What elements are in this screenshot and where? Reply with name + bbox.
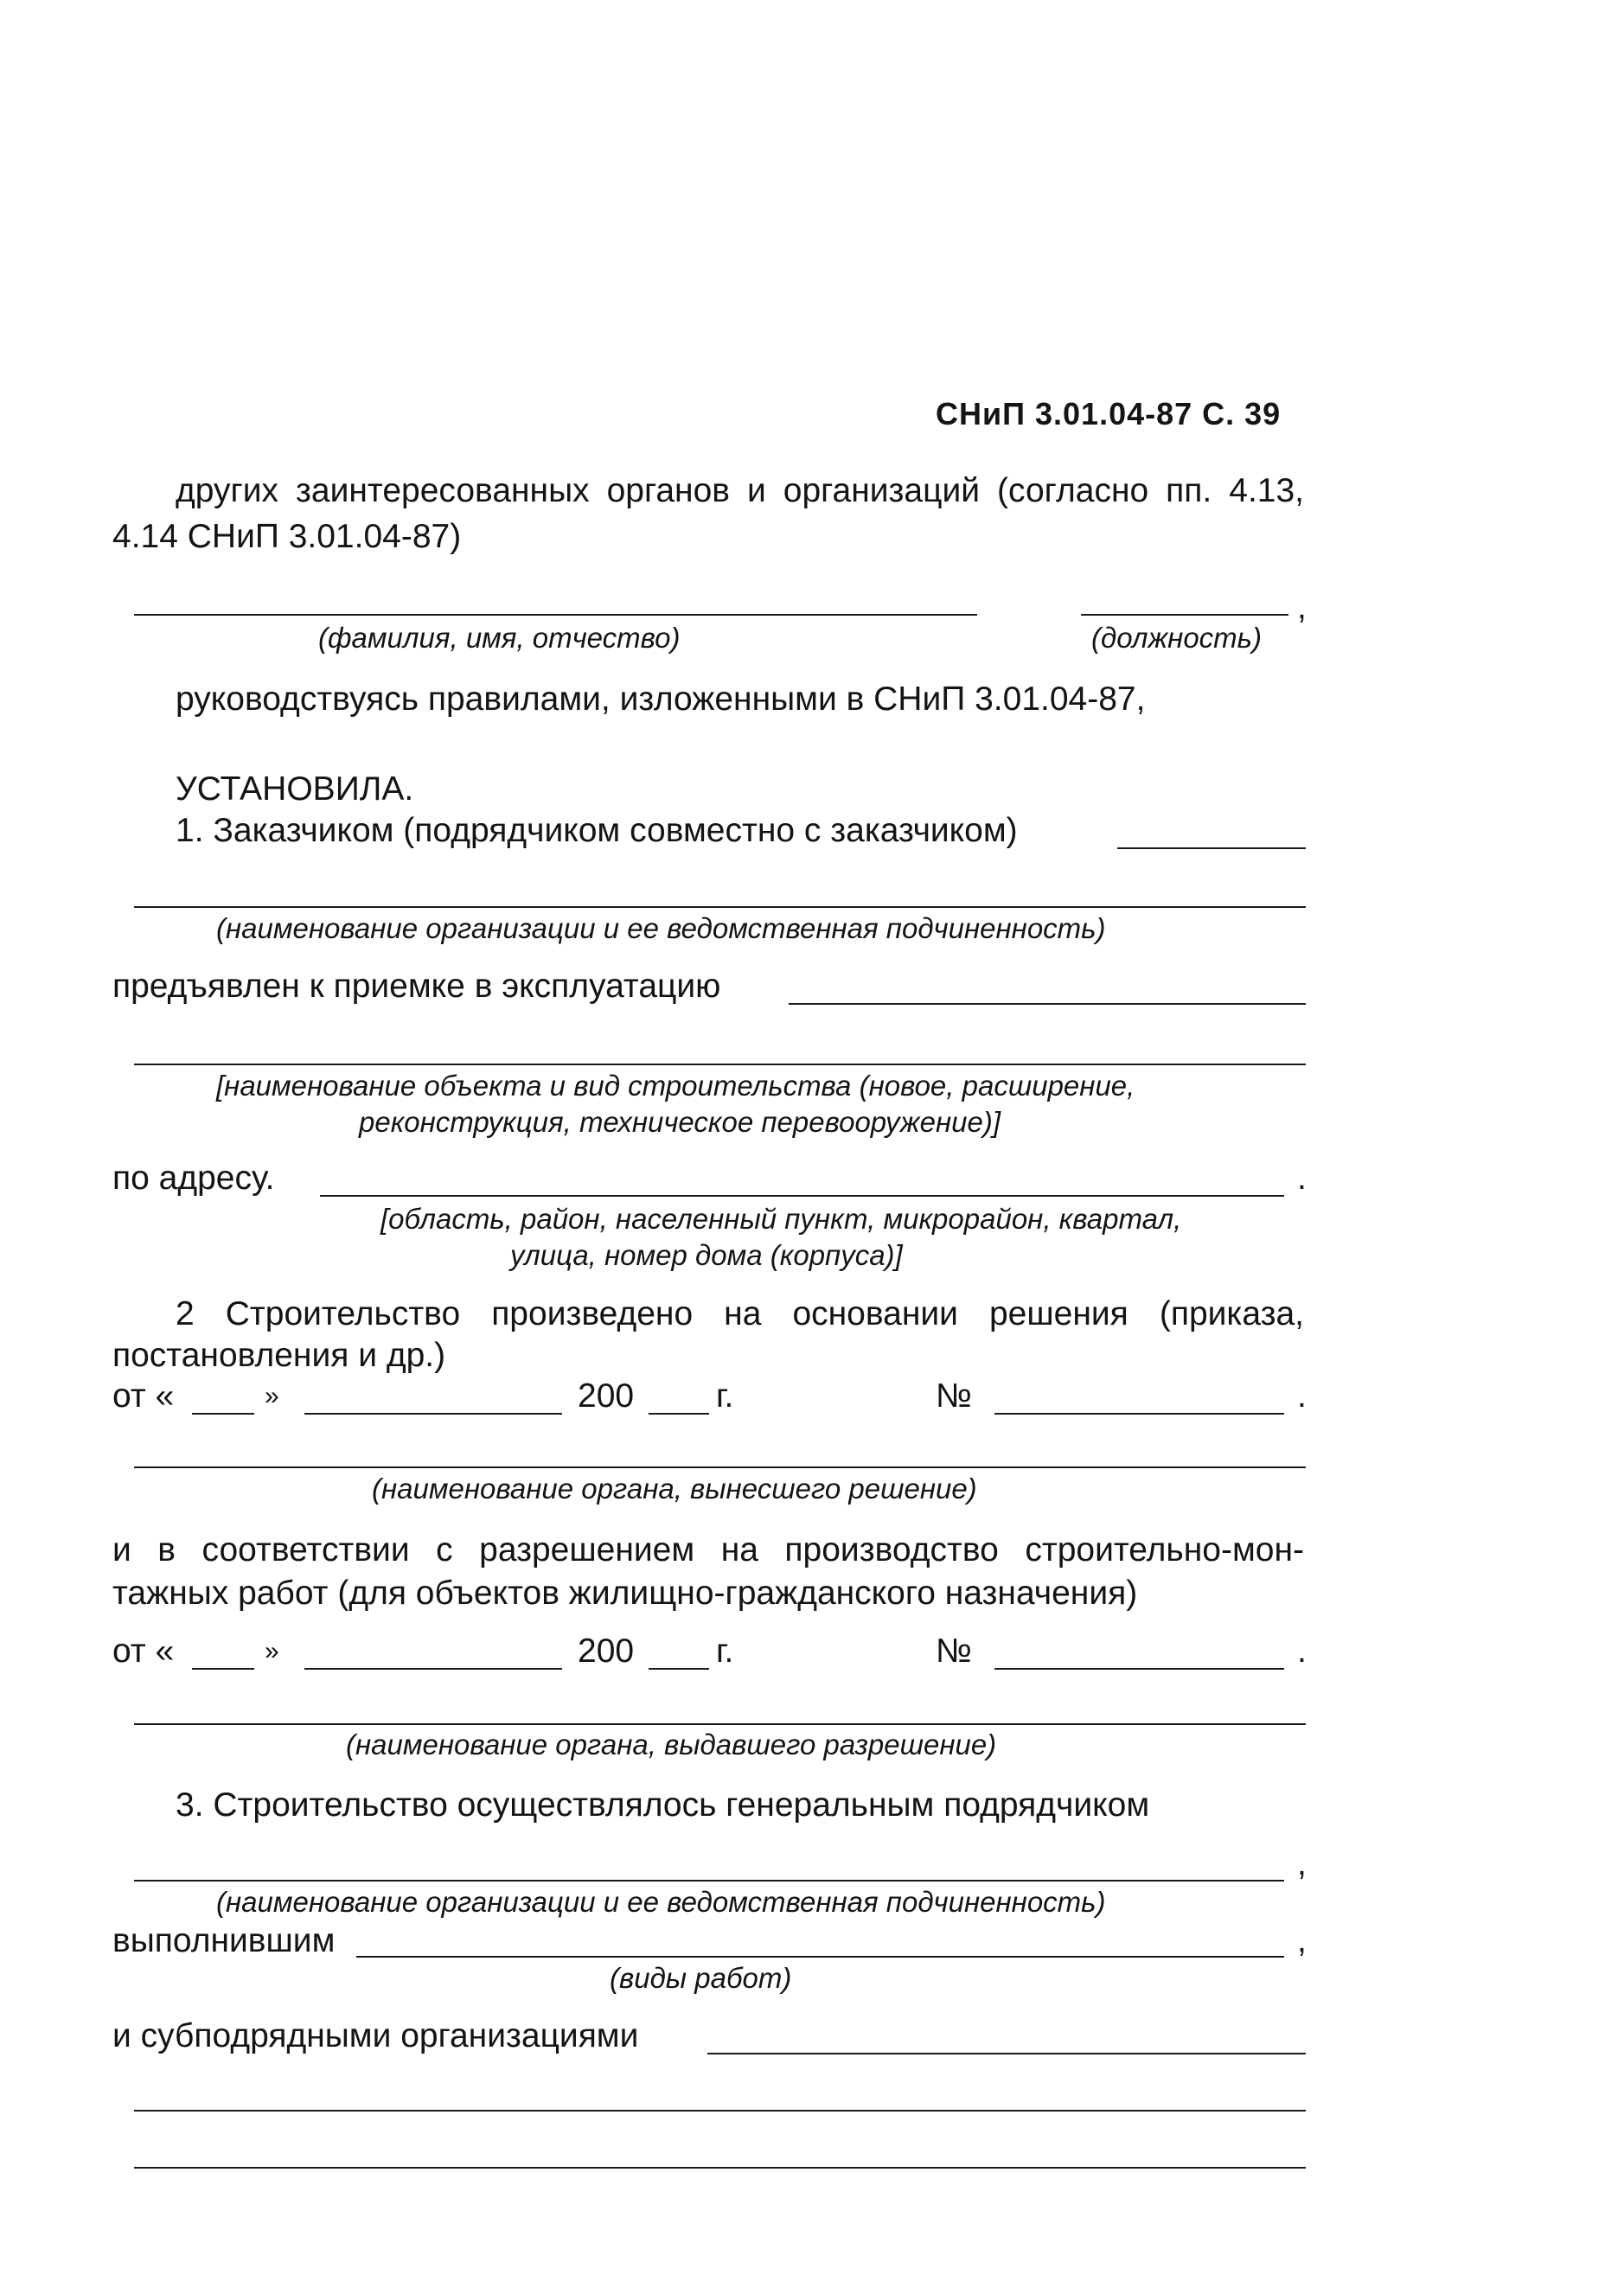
performed-label: выполнившим	[112, 1922, 336, 1959]
works-comma: ,	[1297, 1922, 1307, 1959]
date1-quote-close: »	[265, 1382, 279, 1410]
page-header: СНиП 3.01.04-87 С. 39	[936, 396, 1282, 431]
subcontract-label: и субподрядными организациями	[112, 2017, 639, 2054]
date1-end: .	[1297, 1377, 1307, 1415]
established-label: УСТАНОВИЛА.	[176, 770, 414, 808]
name-caption: (фамилия, имя, отчество)	[318, 622, 681, 654]
position-caption: (должность)	[1091, 622, 1263, 654]
name-blank	[134, 614, 977, 616]
position-comma: ,	[1297, 589, 1307, 626]
date2-number-sign: №	[936, 1632, 972, 1670]
date1-day-blank	[192, 1413, 254, 1415]
date2-quote-close: »	[265, 1637, 279, 1665]
date1-year-suffix: г.	[716, 1377, 734, 1415]
permit-blank	[134, 1723, 1306, 1725]
guided-line: руководствуясь правилами, изложенными в СНиП 3.01.04-87,	[176, 680, 1146, 718]
item1-blank-end	[1117, 847, 1306, 849]
date2-end: .	[1297, 1632, 1307, 1670]
date1-year-blank	[649, 1413, 709, 1415]
item3-text: 3. Строительство осуществлялось генеральным подрядчиком	[176, 1786, 1150, 1824]
date1-from: от «	[112, 1377, 175, 1415]
date2-from: от «	[112, 1632, 175, 1670]
item2-line-2: постановления и др.)	[112, 1337, 446, 1374]
contractor-comma: ,	[1297, 1845, 1307, 1882]
address-blank	[320, 1195, 1284, 1197]
date2-year-suffix: г.	[716, 1632, 734, 1670]
object-caption-1: [наименование объекта и вид строительства (новое, расширение,	[216, 1070, 1135, 1102]
date2-year-blank	[649, 1668, 709, 1670]
object-blank-full	[134, 1064, 1306, 1065]
contractor-blank	[134, 1880, 1284, 1882]
item1-blank-full	[134, 906, 1306, 908]
date2-year: 200	[578, 1632, 635, 1670]
object-caption-2: реконструкция, техническое перевооружение)]	[359, 1106, 1001, 1138]
item1-text: 1. Заказчиком (подрядчиком совместно с заказчиком)	[176, 812, 1018, 849]
address-caption-1: [область, район, населенный пункт, микрорайон, квартал,	[380, 1203, 1182, 1235]
item1-caption: (наименование организации и ее ведомственная подчиненность)	[216, 912, 1106, 944]
permit-line-1: и в соответствии с разрешением на производство строительно-мон-	[112, 1531, 1304, 1569]
date1-year: 200	[578, 1377, 635, 1415]
permit-caption: (наименование органа, выдавшего разрешение)	[346, 1728, 997, 1760]
position-blank	[1081, 614, 1288, 616]
contractor-caption: (наименование организации и ее ведомственная подчиненность)	[216, 1886, 1106, 1918]
permit-line-2: тажных работ (для объектов жилищно-гражданского назначения)	[112, 1575, 1138, 1612]
presented-label: предъявлен к приемке в эксплуатацию	[112, 968, 721, 1005]
address-caption-2: улица, номер дома (корпуса)]	[510, 1239, 903, 1271]
works-caption: (виды работ)	[610, 1962, 792, 1994]
intro-line-1: других заинтересованных органов и организаций (согласно пп. 4.13,	[176, 472, 1304, 509]
date2-number-blank	[994, 1668, 1284, 1670]
presented-blank	[789, 1003, 1306, 1005]
address-label: по адресу.	[112, 1160, 275, 1197]
subcontract-blank	[707, 2053, 1306, 2054]
date1-number-blank	[994, 1413, 1284, 1415]
works-blank	[356, 1956, 1284, 1958]
date1-number-sign: №	[936, 1377, 972, 1415]
date1-month-blank	[304, 1413, 562, 1415]
intro-line-2: 4.14 СНиП 3.01.04-87)	[112, 518, 462, 555]
date2-day-blank	[192, 1668, 254, 1670]
date2-month-blank	[304, 1668, 562, 1670]
address-end: .	[1297, 1160, 1307, 1197]
item2-line-1: 2 Строительство произведено на основании решения (приказа,	[176, 1295, 1304, 1332]
subcontract-blank-2	[134, 2110, 1306, 2112]
subcontract-blank-3	[134, 2167, 1306, 2169]
decision-caption: (наименование органа, вынесшего решение)	[372, 1473, 977, 1505]
decision-blank	[134, 1466, 1306, 1468]
